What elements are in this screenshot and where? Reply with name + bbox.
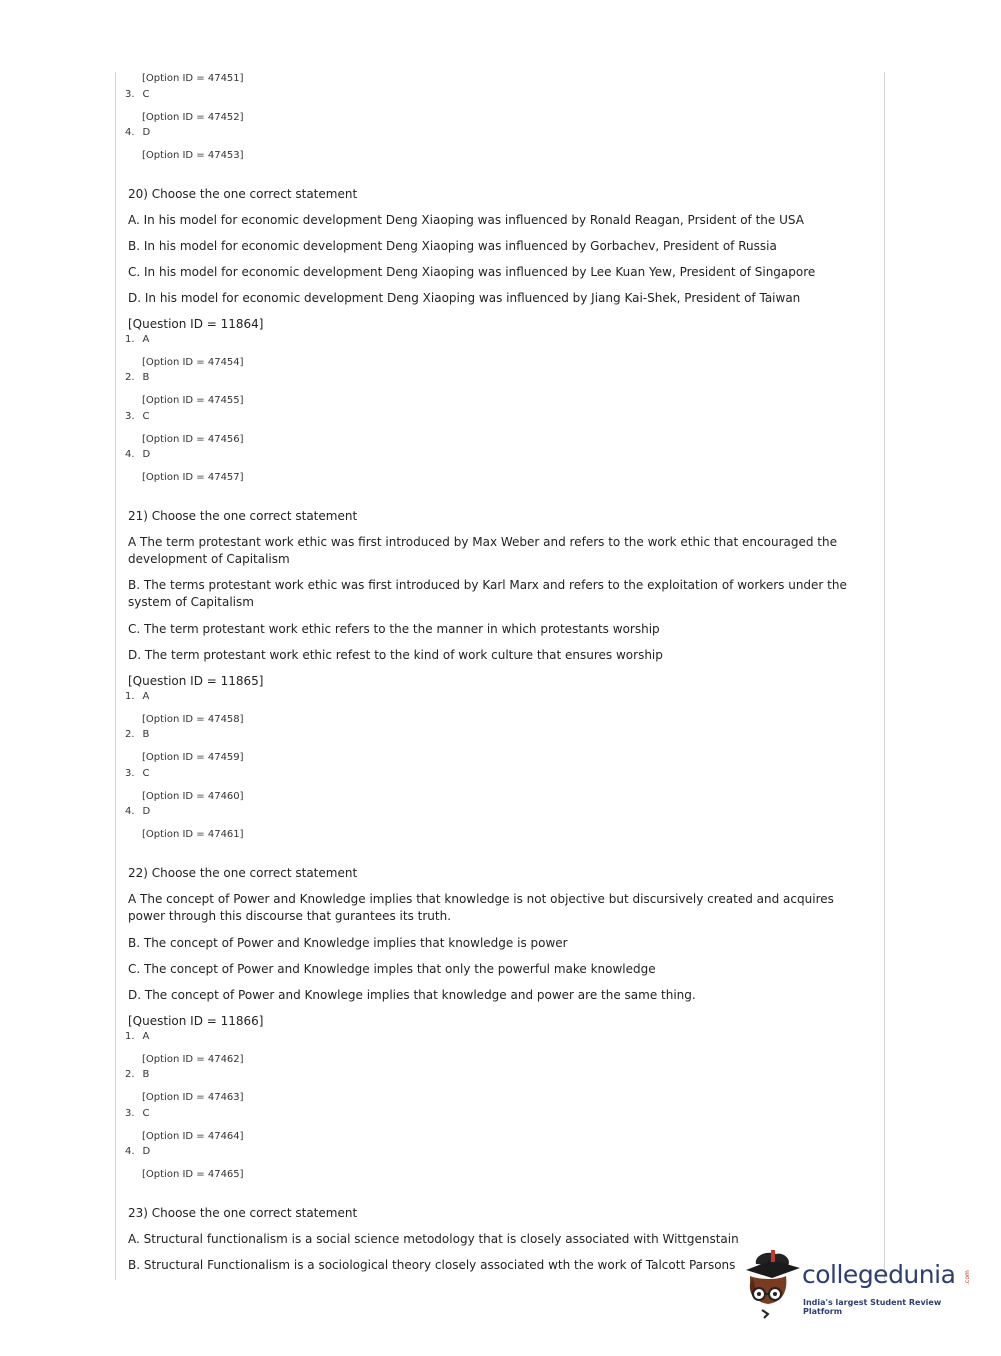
logo-domain: .com — [963, 1270, 971, 1285]
option-id: [Option ID = 47464] — [142, 1131, 244, 1142]
option-number: 4. — [125, 449, 135, 460]
option-choice[interactable] — [125, 691, 149, 702]
statement-c: C. The concept of Power and Knowledge imples that only the powerful make knowledge — [128, 962, 656, 976]
collegedunia-logo[interactable] — [742, 1248, 972, 1320]
statement-d: D. The concept of Power and Knowlege implies that knowledge and power are the same thing. — [128, 988, 696, 1002]
option-letter: B — [142, 1069, 150, 1080]
statement-b: B. In his model for economic development Deng Xiaoping was influenced by Gorbachev, President of Russia — [128, 239, 777, 253]
option-id: [Option ID = 47459] — [142, 752, 244, 763]
option-choice[interactable] — [125, 1031, 149, 1042]
option-letter: B — [142, 729, 150, 740]
statement-a: A. In his model for economic development Deng Xiaoping was influenced by Ronald Reagan, Prsident of the USA — [128, 213, 804, 227]
page-left-border — [115, 72, 116, 1280]
option-letter: D — [142, 449, 151, 460]
question-id: [Question ID = 11864] — [128, 317, 264, 331]
option-id: [Option ID = 47455] — [142, 395, 244, 406]
option-choice[interactable] — [125, 729, 149, 740]
option-letter: B — [142, 372, 150, 383]
option-id: [Option ID = 47451] — [142, 73, 244, 84]
option-number: 3. — [125, 411, 135, 422]
page-right-border — [884, 72, 885, 1280]
option-number: 4. — [125, 1146, 135, 1157]
option-letter: A — [142, 334, 150, 345]
option-letter: A — [142, 691, 150, 702]
statement-a: A The term protestant work ethic was first introduced by Max Weber and refers to the work ethic that encouraged the development of Capitalism — [128, 535, 837, 566]
option-id: [Option ID = 47460] — [142, 791, 244, 802]
option-number: 2. — [125, 1069, 135, 1080]
option-letter: D — [142, 806, 151, 817]
option-choice[interactable] — [125, 334, 149, 345]
option-number: 4. — [125, 127, 135, 138]
question-heading: 23) Choose the one correct statement — [128, 1206, 358, 1220]
option-choice[interactable] — [125, 1146, 150, 1157]
option-id: [Option ID = 47456] — [142, 434, 244, 445]
option-choice[interactable] — [125, 89, 150, 100]
option-choice[interactable] — [125, 127, 150, 138]
option-number: 3. — [125, 89, 135, 100]
option-number: 3. — [125, 1108, 135, 1119]
option-choice[interactable] — [125, 372, 149, 383]
option-choice[interactable] — [125, 768, 150, 779]
option-number: 1. — [125, 691, 135, 702]
option-id: [Option ID = 47457] — [142, 472, 244, 483]
question-id: [Question ID = 11865] — [128, 674, 264, 688]
statement-c: C. The term protestant work ethic refers to the the manner in which protestants worship — [128, 622, 660, 636]
option-id: [Option ID = 47461] — [142, 829, 244, 840]
option-id: [Option ID = 47465] — [142, 1169, 244, 1180]
option-id: [Option ID = 47454] — [142, 357, 244, 368]
question-heading: 20) Choose the one correct statement — [128, 187, 358, 201]
statement-b: B. Structural Functionalism is a sociological theory closely associated wth the work of Talcott Parsons — [128, 1258, 736, 1272]
option-id: [Option ID = 47462] — [142, 1054, 244, 1065]
option-choice[interactable] — [125, 806, 150, 817]
option-letter: C — [142, 411, 150, 422]
option-number: 3. — [125, 768, 135, 779]
option-letter: D — [142, 127, 151, 138]
option-choice[interactable] — [125, 1069, 149, 1080]
option-number: 1. — [125, 1031, 135, 1042]
option-id: [Option ID = 47463] — [142, 1092, 244, 1103]
statement-d: D. In his model for economic development Deng Xiaoping was influenced by Jiang Kai-Shek, President of Taiwan — [128, 291, 801, 305]
option-number: 1. — [125, 334, 135, 345]
option-number: 2. — [125, 729, 135, 740]
option-number: 2. — [125, 372, 135, 383]
option-letter: C — [142, 768, 150, 779]
option-letter: A — [142, 1031, 150, 1042]
option-id: [Option ID = 47458] — [142, 714, 244, 725]
statement-d: D. The term protestant work ethic refest to the kind of work culture that ensures worship — [128, 648, 663, 662]
option-choice[interactable] — [125, 449, 150, 460]
statement-a: A The concept of Power and Knowledge implies that knowledge is not objective but discursively created and acquires power through this discourse that gurantees its truth. — [128, 892, 834, 923]
option-letter: D — [142, 1146, 151, 1157]
statement-b: B. The concept of Power and Knowledge implies that knowledge is power — [128, 936, 568, 950]
option-choice[interactable] — [125, 1108, 150, 1119]
question-heading: 22) Choose the one correct statement — [128, 866, 358, 880]
logo-tagline: India's largest Student Review Platform — [803, 1298, 942, 1316]
option-id: [Option ID = 47452] — [142, 112, 244, 123]
statement-b: B. The terms protestant work ethic was first introduced by Karl Marx and refers to the exploitation of workers under the system of Capitalism — [128, 578, 847, 609]
logo-wordmark: collegedunia — [802, 1260, 956, 1289]
option-letter: C — [142, 89, 150, 100]
question-id: [Question ID = 11866] — [128, 1014, 264, 1028]
mascot-icon — [742, 1248, 802, 1320]
option-letter: C — [142, 1108, 150, 1119]
option-number: 4. — [125, 806, 135, 817]
question-heading: 21) Choose the one correct statement — [128, 509, 358, 523]
option-choice[interactable] — [125, 411, 150, 422]
statement-c: C. In his model for economic development Deng Xiaoping was influenced by Lee Kuan Yew, President of Singapore — [128, 265, 816, 279]
option-id: [Option ID = 47453] — [142, 150, 244, 161]
statement-a: A. Structural functionalism is a social science metodology that is closely associated with Wittgenstain — [128, 1232, 739, 1246]
